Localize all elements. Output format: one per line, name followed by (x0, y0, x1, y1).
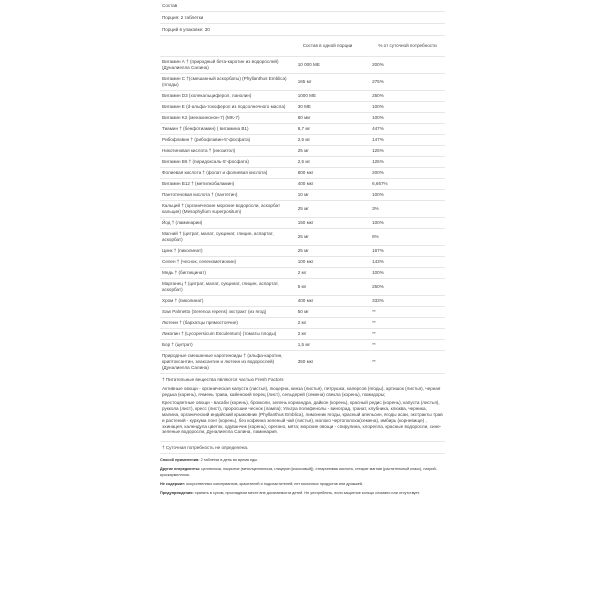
nutrient-row (160, 102, 445, 113)
dv-not-established-note: † Суточная потребность не определена. (160, 441, 445, 454)
nutrient-dv: ** (370, 340, 445, 351)
composition-title-row (160, 0, 445, 12)
nutrient-amount: 800 мкг (296, 168, 370, 179)
nutrient-name: Витамин B12 † (метилкобаламин) (160, 179, 296, 190)
nutrient-row (160, 201, 445, 218)
nutrient-row (160, 124, 445, 135)
other-ingredients-paragraph (160, 467, 460, 477)
nutrient-amount: 2 мг (296, 329, 370, 340)
nutrient-amount: 165 мг (296, 74, 370, 91)
composition-title: Состав (162, 2, 178, 8)
nutrient-amount: 400 мкг (296, 179, 370, 190)
servings-per-container-row (160, 24, 445, 36)
nutrient-amount: 25 мг (296, 229, 370, 246)
nutrient-name: Природные смешанные каротиноиды † (альфа-каротин, криптоксантин, зеаксантин и лютеин из водорослей) (Дуналиелла Салина) (160, 351, 296, 374)
nutrient-name: Хром † (пиколинат) (160, 296, 296, 307)
nutrient-name: Никотиновая кислота † (инозитол) (160, 146, 296, 157)
nutrient-name: Бор † (цитрат) (160, 340, 296, 351)
nutrient-amount: 30 МЕ (296, 102, 370, 113)
nutrient-row (160, 279, 445, 296)
nutrient-amount: 2,5 мг (296, 157, 370, 168)
nutrient-name: Медь † (биглицинат) (160, 268, 296, 279)
fresh-factors-note: † Питательные вещества являются частью Fresh Factors (162, 377, 284, 382)
nutrient-amount: 1000 МЕ (296, 91, 370, 102)
nutrient-dv: 447% (370, 124, 445, 135)
nutrient-amount: 100 мкг (296, 257, 370, 268)
nutrient-row (160, 307, 445, 318)
nutrient-name: Селен † (чеснок, селенометионин) (160, 257, 296, 268)
column-header-row (160, 36, 445, 57)
nutrient-dv: 147% (370, 135, 445, 146)
nutrient-name: Фолиевая кислота † (фолат и фолиевая кислота) (160, 168, 296, 179)
nutrient-row (160, 268, 445, 279)
nutrient-dv: 333% (370, 296, 445, 307)
nutrient-amount: 25 мг (296, 146, 370, 157)
nutrient-dv: 100% (370, 218, 445, 229)
other-ingredients-text: целлюлоза, покрытие (метилцеллюлоза, глицерин [кокосовый]), стеариновая кислота, стеарат магния (растительный класс), натрий-кроскармеллоза. (160, 467, 437, 477)
nutrient-amount: 2,5 мг (296, 135, 370, 146)
nutrient-dv: 200% (370, 57, 445, 74)
nutrient-amount: 10 000 МЕ (296, 57, 370, 74)
nutrient-row (160, 168, 445, 179)
nutrient-row (160, 157, 445, 168)
nutrient-dv: 125% (370, 157, 445, 168)
nutrient-dv: 100% (370, 190, 445, 201)
other-ingredients-label: Другие ингредиенты: (160, 467, 201, 472)
nutrient-dv: 125% (370, 146, 445, 157)
nutrient-row (160, 229, 445, 246)
active-vegetables-note: Активные овощи - органическая капуста (листья), люцерна, кинза (листья), петрушка, каперсов (ягоды), артишок (листья), черная редька (корень), ячмень трава, кайенский перец (лист), сельдерей (семена) свекла (корень), помидоры; (162, 385, 441, 397)
nutrient-dv: 100% (370, 102, 445, 113)
nutrient-row (160, 318, 445, 329)
nutrient-row (160, 190, 445, 201)
nutrient-name: Витамин K2 (менахинонон-7) (MK-7) (160, 113, 296, 124)
nutrient-dv: 167% (370, 246, 445, 257)
nutrient-dv: 275% (370, 74, 445, 91)
nutrient-name: Рибофлавин † (рибофлавин-5'-фосфата) (160, 135, 296, 146)
supplement-facts-table (160, 0, 445, 373)
nutrient-row (160, 296, 445, 307)
nutrient-amount: 2 мг (296, 318, 370, 329)
free-from-paragraph (160, 482, 460, 487)
free-from-label: Не содержит: (160, 481, 186, 486)
nutrient-dv: ** (370, 318, 445, 329)
nutrient-name: Тиамин † (бенфотиамин) ( витамина B1) (160, 124, 296, 135)
usage-text: 2 таблетки в день во время еды. (199, 458, 258, 463)
nutrient-row (160, 57, 445, 74)
nutrient-name: Кальций † (органические морские водоросли, аскорбат кальция) (Mesophyllum superpositum) (160, 201, 296, 218)
column-header-name (160, 36, 296, 57)
nutrient-dv: 143% (370, 257, 445, 268)
nutrient-name: Йод † (ламинарии) (160, 218, 296, 229)
nutrient-dv: 6,667% (370, 179, 445, 190)
nutrient-dv: 3% (370, 201, 445, 218)
nutrient-amount: 6,7 мг (296, 124, 370, 135)
nutrient-name: Марганец † (цитрат, малат, сукцинат, глицин, аспартат, аскорбат) (160, 279, 296, 296)
nutrient-dv: ** (370, 307, 445, 318)
nutrient-dv: ** (370, 329, 445, 340)
nutrient-amount: 25 мг (296, 201, 370, 218)
nutrient-dv: 100% (370, 113, 445, 124)
nutrient-name: Витамин Е (d-альфа-токоферол из подсолнечного масла) (160, 102, 296, 113)
nutrient-dv: ** (370, 351, 445, 374)
nutrient-amount: 50 мг (296, 307, 370, 318)
nutrient-name: Saw Palmetto (Serenoa repens) экстракт (из ягод) (160, 307, 296, 318)
free-from-text: искусственных консервантов, красителей и подсластителей; нет молочных продуктов или дрожжей. (185, 481, 364, 486)
nutrient-row (160, 340, 445, 351)
nutrient-row (160, 135, 445, 146)
nutrient-name: Витамин С †(смешанный аскорбаты) (Phyllanthus Emblica) (плоды) (160, 74, 296, 91)
nutrient-name: Цинк † (пиколинат) (160, 246, 296, 257)
nutrient-row (160, 179, 445, 190)
usage-label: Способ применения: (160, 458, 200, 463)
serving-size-row (160, 12, 445, 24)
serving-size: Порция: 2 таблетки (160, 12, 445, 24)
nutrient-amount: 5 мг (296, 279, 370, 296)
warnings-label: Предупреждения: (160, 490, 194, 495)
nutrient-amount: 150 мкг (296, 218, 370, 229)
cruciferous-note: Крестоцветные овощи - васаби (корень), брокколи, зелень кориандра, дайкон (корень), красный редис (корень), капуста (листья), руккола (лист), кресс (лист), проросшие чеснок (лампа); Ультра полифенолы - виноград, гранат, клубника, клюква, черника, малина, органический индийский крыжовник (Phyllanthus Emblica), лимонник ягоды, красный апельсин, ягоды асаи, экстракты трав и растений - куркума лонг (корень), без кофеина зеленый чай (листья), молоко чертополоха(семена), имбирь (корневище) , эхинацея, календула цветок, одуванчик (корень), орегано, мята; морские овощи - спирулина, хлорелла, красные водоросли, сине-зеленые водоросли, Дуналиелла Салина, ламинария. (162, 400, 443, 435)
nutrient-name: Ликопин † (Lycopersicum Esculentum) (томаты плоды) (160, 329, 296, 340)
nutrient-dv: 250% (370, 91, 445, 102)
usage-paragraph (160, 458, 460, 463)
nutrient-dv: 100% (370, 268, 445, 279)
nutrient-name: Пантотеновая кислота † (пантетин) (160, 190, 296, 201)
nutrient-name: Витамин D3 (холекальциферол, ланолин) (160, 91, 296, 102)
nutrient-row (160, 146, 445, 157)
column-header-dv: % от суточной потребности (370, 36, 445, 57)
nutrient-row (160, 351, 445, 374)
nutrient-row (160, 74, 445, 91)
nutrient-name: Витамин А † (природный бета-каротин из водорослей) (Дуналиелла Салина) (160, 57, 296, 74)
nutrient-amount: 25 мг (296, 246, 370, 257)
nutrient-name: Витамин B6 † (пиридоксаль-5'-фосфата) (160, 157, 296, 168)
nutrient-amount: 1,5 мг (296, 340, 370, 351)
nutrient-amount: 400 мкг (296, 296, 370, 307)
extra-info (160, 458, 460, 496)
servings-per-container: Порций в упаковке: 30 (160, 24, 445, 36)
nutrient-amount: 350 мкг (296, 351, 370, 374)
nutrient-row (160, 246, 445, 257)
nutrient-row (160, 113, 445, 124)
nutrient-row (160, 329, 445, 340)
nutrient-row (160, 257, 445, 268)
warnings-text: хранить в сухом, прохладном месте вне досягаемости детей. Не употреблять, если защитное кольцо сломано или отсутствует. (193, 490, 420, 495)
nutrient-row (160, 218, 445, 229)
supplement-facts (160, 0, 445, 500)
warnings-paragraph (160, 491, 460, 496)
nutrient-dv: 250% (370, 279, 445, 296)
nutrient-name: Магний † (цитрат, малат, сукцинат, глицин, аспартат, аскорбат) (160, 229, 296, 246)
column-header-amount: Состав в одной порции (296, 36, 370, 57)
nutrient-amount: 2 мг (296, 268, 370, 279)
nutrient-row (160, 91, 445, 102)
nutrient-amount: 80 мкг (296, 113, 370, 124)
nutrient-dv: 200% (370, 168, 445, 179)
notes-section (160, 373, 445, 441)
nutrient-amount: 10 мг (296, 190, 370, 201)
nutrient-name: Лютеин † (бархатцы прямостоячие) (160, 318, 296, 329)
nutrient-dv: 6% (370, 229, 445, 246)
